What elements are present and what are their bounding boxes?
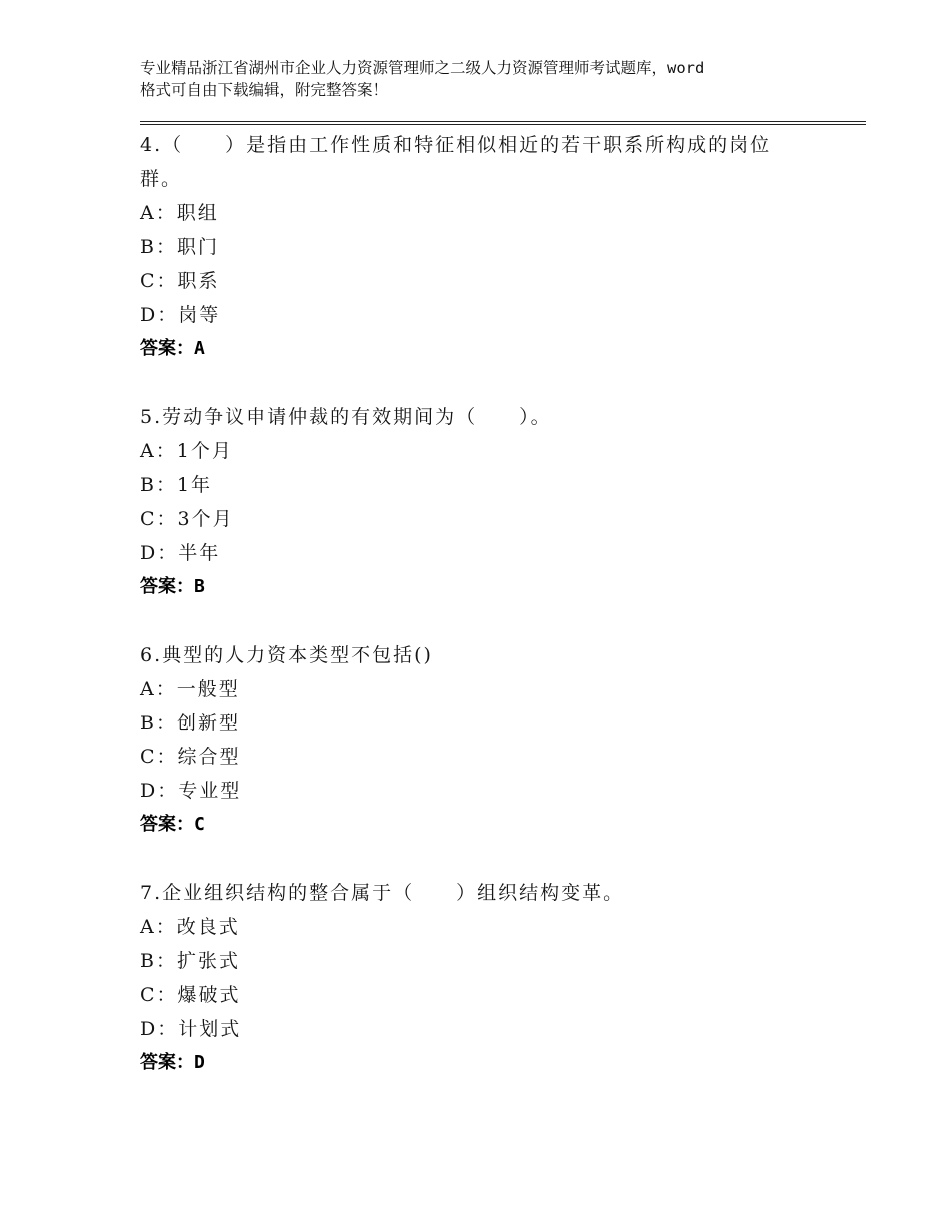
option-key: D： — [140, 780, 179, 802]
option-key: C： — [140, 508, 178, 530]
option-text: 岗等 — [178, 304, 221, 326]
header-line-1: 专业精品浙江省湖州市企业人力资源管理师之二级人力资源管理师考试题库，word — [140, 59, 705, 77]
option-d — [140, 774, 820, 808]
option-text: 计划式 — [178, 1018, 242, 1040]
question-spacer — [140, 366, 820, 400]
option-key: A： — [140, 678, 177, 700]
header-line-2: 格式可自由下载编辑，附完整答案！ — [140, 81, 389, 99]
option-a — [140, 196, 820, 230]
option-text: 1个月 — [176, 440, 233, 462]
document-header — [140, 57, 820, 101]
option-text: 职组 — [176, 202, 219, 224]
option-text: 扩张式 — [176, 950, 240, 972]
question-spacer — [140, 842, 820, 876]
option-key: B： — [140, 236, 177, 258]
option-text: 3个月 — [177, 508, 234, 530]
option-a — [140, 672, 820, 706]
option-key: D： — [140, 542, 179, 564]
option-c — [140, 740, 820, 774]
option-key: C： — [140, 746, 178, 768]
option-d — [140, 536, 820, 570]
option-text: 1年 — [176, 474, 213, 496]
question-stem: 7.企业组织结构的整合属于（ ）组织结构变革。 — [140, 882, 625, 904]
option-text: 爆破式 — [177, 984, 241, 1006]
option-key: A： — [140, 916, 177, 938]
option-text: 一般型 — [176, 678, 240, 700]
question-5 — [140, 400, 820, 604]
question-6 — [140, 638, 820, 842]
option-text: 综合型 — [177, 746, 241, 768]
option-c — [140, 978, 820, 1012]
header-divider-bottom — [140, 124, 866, 125]
question-7 — [140, 876, 820, 1080]
answer-label: 答案：A — [140, 338, 205, 359]
option-text: 创新型 — [176, 712, 240, 734]
question-stem-continued: 群。 — [140, 168, 183, 190]
question-stem: 5.劳动争议申请仲裁的有效期间为（ ）。 — [140, 406, 552, 428]
option-key: A： — [140, 440, 177, 462]
answer-label: 答案：B — [140, 576, 205, 597]
option-key: B： — [140, 474, 177, 496]
question-list — [140, 128, 820, 1080]
question-stem: 6.典型的人力资本类型不包括() — [140, 644, 433, 666]
option-c — [140, 502, 820, 536]
option-text: 职系 — [177, 270, 220, 292]
option-b — [140, 706, 820, 740]
option-key: B： — [140, 712, 177, 734]
option-c — [140, 264, 820, 298]
option-b — [140, 468, 820, 502]
option-key: C： — [140, 984, 178, 1006]
answer-label: 答案：C — [140, 814, 205, 835]
option-text: 职门 — [176, 236, 219, 258]
option-d — [140, 298, 820, 332]
option-text: 专业型 — [178, 780, 242, 802]
option-a — [140, 910, 820, 944]
option-key: A： — [140, 202, 177, 224]
option-key: D： — [140, 1018, 179, 1040]
option-d — [140, 1012, 820, 1046]
option-text: 改良式 — [176, 916, 240, 938]
option-b — [140, 230, 820, 264]
question-stem: 4.（ ）是指由工作性质和特征相似相近的若干职系所构成的岗位 — [140, 134, 772, 156]
question-4 — [140, 128, 820, 366]
option-key: B： — [140, 950, 177, 972]
header-divider-top — [140, 121, 866, 122]
answer-label: 答案：D — [140, 1052, 205, 1073]
option-key: D： — [140, 304, 179, 326]
question-spacer — [140, 604, 820, 638]
option-a — [140, 434, 820, 468]
option-key: C： — [140, 270, 178, 292]
option-text: 半年 — [178, 542, 221, 564]
option-b — [140, 944, 820, 978]
